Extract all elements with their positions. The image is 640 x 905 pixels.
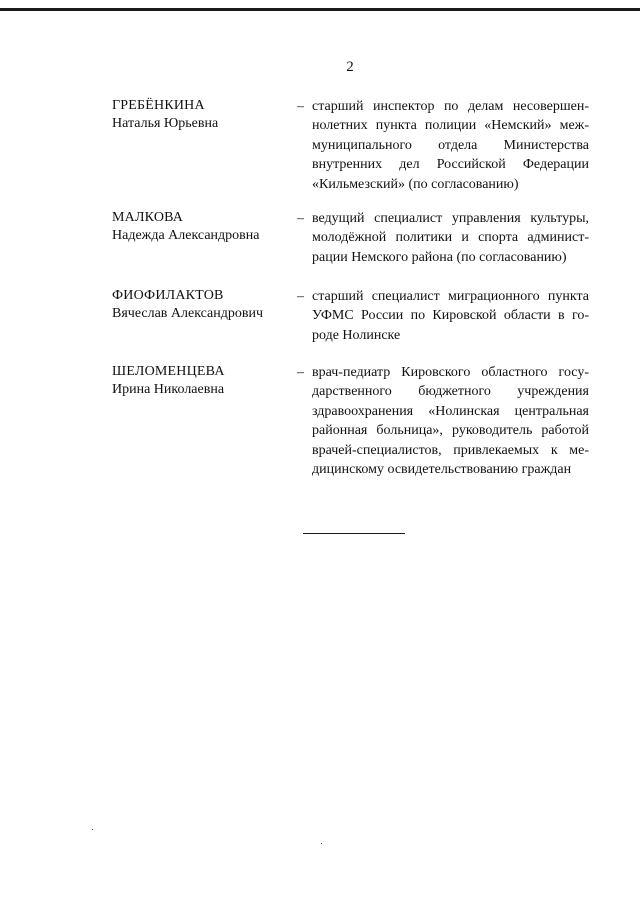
member-given-name: Ирина Николаевна (112, 382, 225, 397)
position-line: УФМС России по Кировской области в го- (312, 308, 589, 324)
position-line: внутренних дел Российской Федерации (312, 157, 589, 173)
page-number: 2 (346, 59, 354, 75)
position-line: старший специалист миграционного пункта (312, 289, 589, 304)
end-of-list-rule (303, 533, 405, 534)
member-surname: ГРЕБЁНКИНА (112, 98, 205, 113)
position-line: районная больница», руководитель работой (312, 423, 589, 439)
position-line: нолетних пункта полиции «Немский» меж- (312, 118, 589, 134)
member-surname: ФИОФИЛАКТОВ (112, 288, 224, 303)
position-line: здравоохранения «Нолинская центральная (312, 403, 589, 419)
entry-dash: – (297, 289, 304, 304)
member-position (312, 97, 589, 194)
position-line: врачей-специалистов, привлекаемых к ме- (312, 442, 589, 458)
position-line: роде Нолинске (312, 327, 401, 343)
scan-speck (92, 829, 93, 830)
member-given-name: Наталья Юрьевна (112, 116, 219, 131)
position-line: молодёжной политики и спорта админист- (312, 230, 589, 246)
member-given-name: Надежда Александровна (112, 228, 260, 243)
member-name (112, 363, 292, 399)
member-name (112, 287, 292, 323)
position-line: дарственного бюджетного учреждения (312, 384, 589, 400)
position-line: врач-педиатр Кировского областного госу- (312, 365, 589, 380)
position-line: ведущий специалист управления культуры, (312, 211, 589, 226)
position-line: рации Немского района (по согласованию) (312, 249, 567, 265)
scan-speck (321, 843, 322, 844)
entry-dash: – (297, 211, 304, 226)
member-position (312, 287, 589, 345)
member-name (112, 209, 292, 245)
scan-top-border (0, 8, 640, 11)
member-position (312, 209, 589, 267)
position-line: «Кильмезский» (по согласованию) (312, 176, 519, 192)
entry-dash: – (297, 99, 304, 114)
position-line: муниципального отдела Министерства (312, 137, 589, 153)
entry-dash: – (297, 365, 304, 380)
member-position (312, 363, 589, 479)
member-given-name: Вячеслав Александрович (112, 306, 264, 321)
member-name (112, 97, 292, 133)
member-surname: ШЕЛОМЕНЦЕВА (112, 364, 225, 379)
position-line: старший инспектор по делам несовершен- (312, 99, 589, 114)
position-line: дицинскому освидетельствованию граждан (312, 462, 572, 478)
member-surname: МАЛКОВА (112, 210, 184, 225)
